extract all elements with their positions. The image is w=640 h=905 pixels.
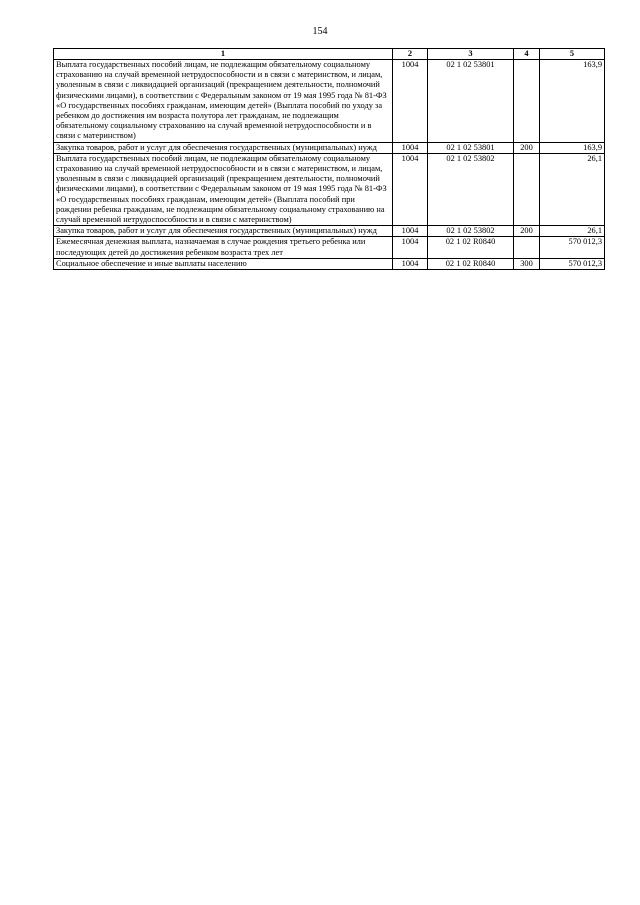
- row-section-cell: 1004: [393, 142, 428, 153]
- table-row: [54, 226, 605, 237]
- row-amount-cell: 163,9: [540, 142, 605, 153]
- row-name-cell: Ежемесячная денежная выплата, назначаемая в случае рождения третьего ребенка или последующих детей до достижения ребенком возраста трех лет: [54, 237, 393, 258]
- row-amount-cell: 570 012,3: [540, 237, 605, 258]
- table-row: [54, 60, 605, 143]
- table-header-row: [54, 49, 605, 60]
- row-expense-type-cell: [514, 237, 540, 258]
- table-row: [54, 258, 605, 269]
- budget-table: [53, 48, 605, 270]
- row-name-cell: Выплата государственных пособий лицам, не подлежащим обязательному социальному страхованию на случай временной нетрудоспособности и в связи с материнством, и лицам, уволенным в связи с ликвидацией организаций (прекращением деятельности, полномочий физическими лицами), в соответствии с Федеральным законом от 19 мая 1995 года № 81-ФЗ «О государственных пособиях гражданам, имеющим детей» (Выплата пособий по уходу за ребенком до достижения им возраста полутора лет гражданам, не подлежащим обязательному социальному страхованию на случай временной нетрудоспособности и в связи с материнством): [54, 60, 393, 143]
- row-name-cell: Социальное обеспечение и иные выплаты населению: [54, 258, 393, 269]
- table-row: [54, 142, 605, 153]
- row-amount-cell: 26,1: [540, 226, 605, 237]
- row-section-cell: 1004: [393, 258, 428, 269]
- row-section-cell: 1004: [393, 153, 428, 225]
- row-section-cell: 1004: [393, 60, 428, 143]
- column-header-3: 3: [428, 49, 514, 60]
- row-expense-type-cell: [514, 153, 540, 225]
- row-name-cell: Закупка товаров, работ и услуг для обеспечения государственных (муниципальных) нужд: [54, 142, 393, 153]
- row-target-article-cell: 02 1 02 53801: [428, 142, 514, 153]
- column-header-1: 1: [54, 49, 393, 60]
- column-header-5: 5: [540, 49, 605, 60]
- row-expense-type-cell: 300: [514, 258, 540, 269]
- row-name-cell: Закупка товаров, работ и услуг для обеспечения государственных (муниципальных) нужд: [54, 226, 393, 237]
- row-amount-cell: 163,9: [540, 60, 605, 143]
- column-header-2: 2: [393, 49, 428, 60]
- row-target-article-cell: 02 1 02 R0840: [428, 258, 514, 269]
- row-amount-cell: 570 012,3: [540, 258, 605, 269]
- row-expense-type-cell: 200: [514, 226, 540, 237]
- column-header-4: 4: [514, 49, 540, 60]
- row-target-article-cell: 02 1 02 53802: [428, 153, 514, 225]
- row-section-cell: 1004: [393, 226, 428, 237]
- table-row: [54, 237, 605, 258]
- row-expense-type-cell: [514, 60, 540, 143]
- row-name-cell: Выплата государственных пособий лицам, не подлежащим обязательному социальному страхованию на случай временной нетрудоспособности и в связи с материнством, и лицам, уволенным в связи с ликвидацией организаций (прекращением деятельности, полномочий физическими лицами), в соответствии с Федеральным законом от 19 мая 1995 года № 81-ФЗ «О государственных пособиях гражданам, имеющим детей» (Выплата пособий при рождении ребенка гражданам, не подлежащим обязательному социальному страхованию на случай временной нетрудоспособности и в связи с материнством): [54, 153, 393, 225]
- row-section-cell: 1004: [393, 237, 428, 258]
- row-target-article-cell: 02 1 02 53801: [428, 60, 514, 143]
- table-row: [54, 153, 605, 225]
- row-target-article-cell: 02 1 02 R0840: [428, 237, 514, 258]
- page-number: 154: [312, 26, 328, 37]
- row-expense-type-cell: 200: [514, 142, 540, 153]
- row-target-article-cell: 02 1 02 53802: [428, 226, 514, 237]
- row-amount-cell: 26,1: [540, 153, 605, 225]
